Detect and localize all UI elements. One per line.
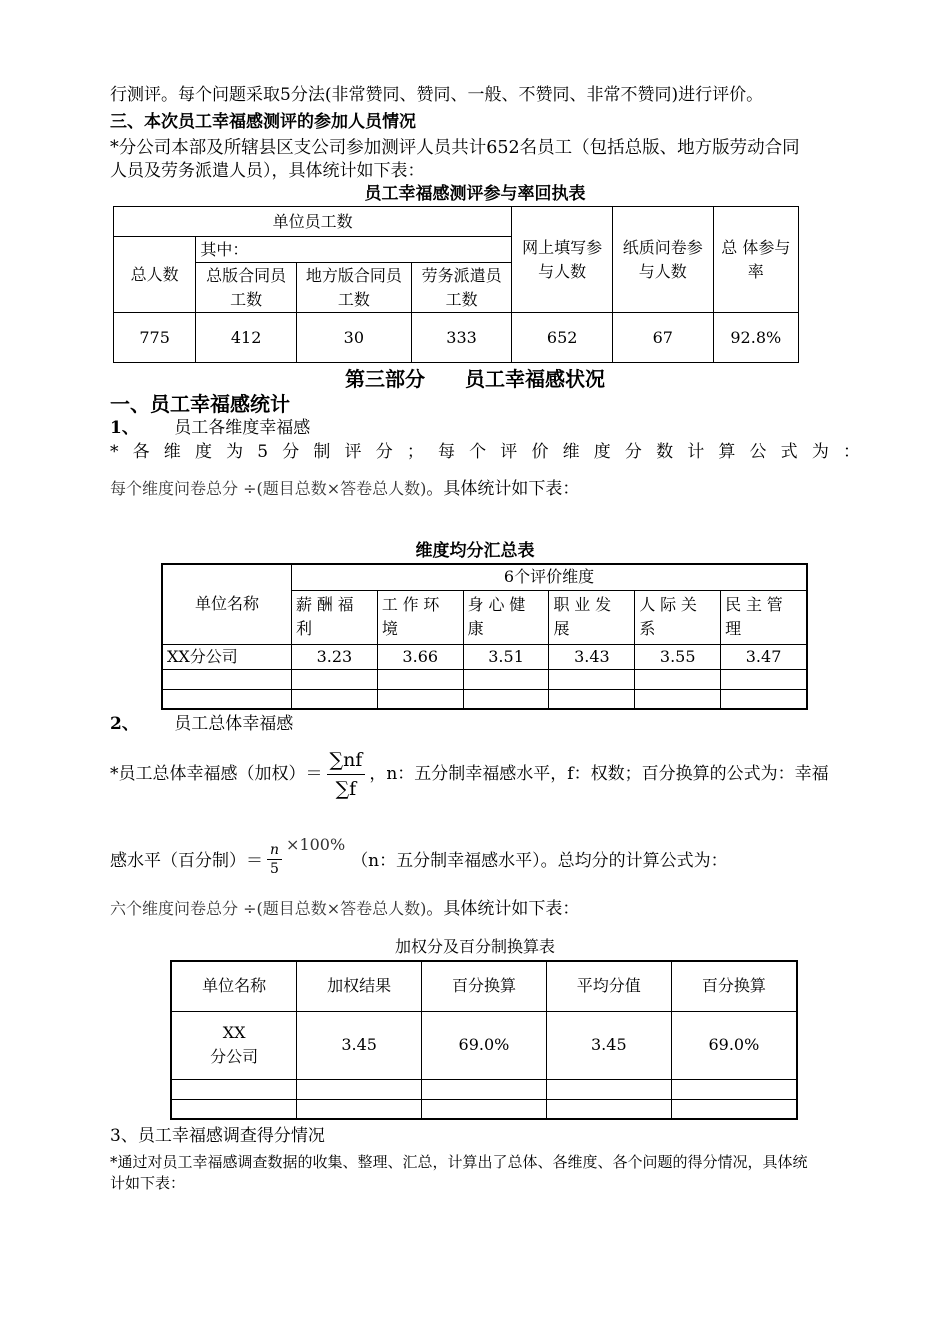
col-paper-cell: 纸质问卷参与人数 xyxy=(612,207,713,313)
value-paper: 67 xyxy=(612,313,713,363)
score-cell-6: 3.47 xyxy=(721,644,807,669)
item2-line2-suffix: （n：五分制幸福感水平）。总均分的计算公式为： xyxy=(351,851,728,871)
unit-line2: 分公司 xyxy=(210,1047,259,1066)
header-unit: 单位名称 xyxy=(171,961,297,1011)
empty-row xyxy=(162,669,807,689)
dim-cell-4: 职业发展 xyxy=(549,590,635,644)
item1-tail: 。具体统计如下表： xyxy=(426,479,580,499)
value-weighted: 3.45 xyxy=(297,1011,422,1079)
item3-para-line2: 计如下表： xyxy=(110,1174,186,1192)
unit-line1: XX xyxy=(222,1023,246,1042)
item1-para: *各维度为5分制评分；每个评价维度分数计算公式为： xyxy=(110,442,860,462)
value-rate: 92.8% xyxy=(713,313,798,363)
participation-table xyxy=(113,206,799,363)
item3-title: 3、员工幸福感调查得分情况 xyxy=(110,1126,325,1146)
dim-cell-2: 工作环境 xyxy=(377,590,463,644)
empty-row xyxy=(171,1099,797,1119)
header-percent-2: 百分换算 xyxy=(671,961,797,1011)
section3-title: 三、本次员工幸福感测评的参加人员情况 xyxy=(110,112,416,132)
empty-row xyxy=(171,1079,797,1099)
item2-formula-line xyxy=(110,898,579,920)
item2-tail: 。具体统计如下表： xyxy=(426,899,580,919)
col-dispatch-cell: 劳务派遣员工数 xyxy=(411,263,512,313)
item1-heading xyxy=(110,417,310,439)
dim-cell-1: 薪酬福利 xyxy=(292,590,378,644)
empty-row xyxy=(162,689,807,709)
table3-title: 加权分及百分制换算表 xyxy=(394,937,555,956)
item2-line2-prefix: 感水平（百分制）＝ xyxy=(110,851,263,871)
score-cell-2: 3.66 xyxy=(377,644,463,669)
value-online: 652 xyxy=(512,313,613,363)
value-percent-2: 69.0% xyxy=(671,1011,797,1079)
total-label-cell: 总人数 xyxy=(114,237,196,313)
header-group-cell: 单位员工数 xyxy=(114,207,512,237)
item1-formula: 每个维度问卷总分 ÷(题目总数×答卷总人数) xyxy=(110,479,427,498)
section3-para-line1: *分公司本部及所辖县区支公司参加测评人员共计652名员工（包括总版、地方版劳动合同 xyxy=(110,138,800,158)
item2-percent-line xyxy=(110,826,728,876)
unit-label-cell: 单位名称 xyxy=(162,564,292,644)
unit-cell: XX分公司 xyxy=(162,644,292,669)
intro-line: 行测评。每个问题采取5分法(非常赞同、赞同、一般、不赞同、非常不赞同)进行评价。 xyxy=(110,85,764,105)
dimension-table xyxy=(161,563,808,710)
score-cell-4: 3.43 xyxy=(549,644,635,669)
value-percent-1: 69.0% xyxy=(422,1011,547,1079)
item3-para-line1: *通过对员工幸福感调查数据的收集、整理、汇总，计算出了总体、各维度、各个问题的得分情况，具体统 xyxy=(110,1153,808,1171)
group-label-cell: 6个评价维度 xyxy=(292,564,808,590)
percent-tail: ×100% xyxy=(286,835,346,854)
item2-title: 员工总体幸福感 xyxy=(174,714,294,734)
item1-title: 员工各维度幸福感 xyxy=(174,418,311,438)
weighted-formula xyxy=(327,746,366,803)
value-local: 30 xyxy=(296,313,411,363)
item2-num: 2、 xyxy=(110,714,139,734)
col-rate-cell: 总 体参与率 xyxy=(713,207,798,313)
col-local-cell: 地方版合同员工数 xyxy=(296,263,411,313)
dim-cell-6: 民主管理 xyxy=(721,590,807,644)
item1-num: 1、 xyxy=(110,418,139,438)
unit-cell xyxy=(171,1011,297,1079)
weighted-table xyxy=(170,960,798,1120)
formula-denominator: ∑f xyxy=(335,777,357,800)
value-total: 775 xyxy=(114,313,196,363)
item1-formula-line xyxy=(110,478,579,500)
item2-weighted-line xyxy=(110,742,829,806)
score-cell-3: 3.51 xyxy=(463,644,549,669)
score-cell-5: 3.55 xyxy=(635,644,721,669)
sec1-title: 一、员工幸福感统计 xyxy=(110,392,290,416)
value-hq: 412 xyxy=(196,313,297,363)
header-percent-1: 百分换算 xyxy=(422,961,547,1011)
col-hq-cell: 总版合同员工数 xyxy=(196,263,297,313)
col-online-cell: 网上填写参与人数 xyxy=(512,207,613,313)
score-cell-1: 3.23 xyxy=(292,644,378,669)
item2-formula: 六个维度问卷总分 ÷(题目总数×答卷总人数) xyxy=(110,899,427,918)
header-average: 平均分值 xyxy=(546,961,671,1011)
table1-title: 员工幸福感测评参与率回执表 xyxy=(364,184,586,204)
percent-numerator: n xyxy=(267,841,282,860)
percent-denominator: 5 xyxy=(270,861,279,877)
formula-numerator: ∑nf xyxy=(327,746,366,775)
header-weighted: 加权结果 xyxy=(297,961,422,1011)
part3-title: 第三部分 员工幸福感状况 xyxy=(345,367,605,391)
item2-heading xyxy=(110,713,293,735)
value-average: 3.45 xyxy=(546,1011,671,1079)
item2-suffix: ，n：五分制幸福感水平，f：权数；百分换算的公式为：幸福 xyxy=(369,764,829,784)
section3-para-line2: 人员及劳务派遣人员），具体统计如下表： xyxy=(110,161,425,181)
table2-title: 维度均分汇总表 xyxy=(415,541,535,561)
dim-cell-5: 人际关系 xyxy=(635,590,721,644)
among-label-cell: 其中： xyxy=(196,237,512,263)
dim-cell-3: 身心健康 xyxy=(463,590,549,644)
value-dispatch: 333 xyxy=(411,313,512,363)
item2-prefix: *员工总体幸福感（加权）＝ xyxy=(110,764,323,784)
percent-formula xyxy=(267,841,282,878)
